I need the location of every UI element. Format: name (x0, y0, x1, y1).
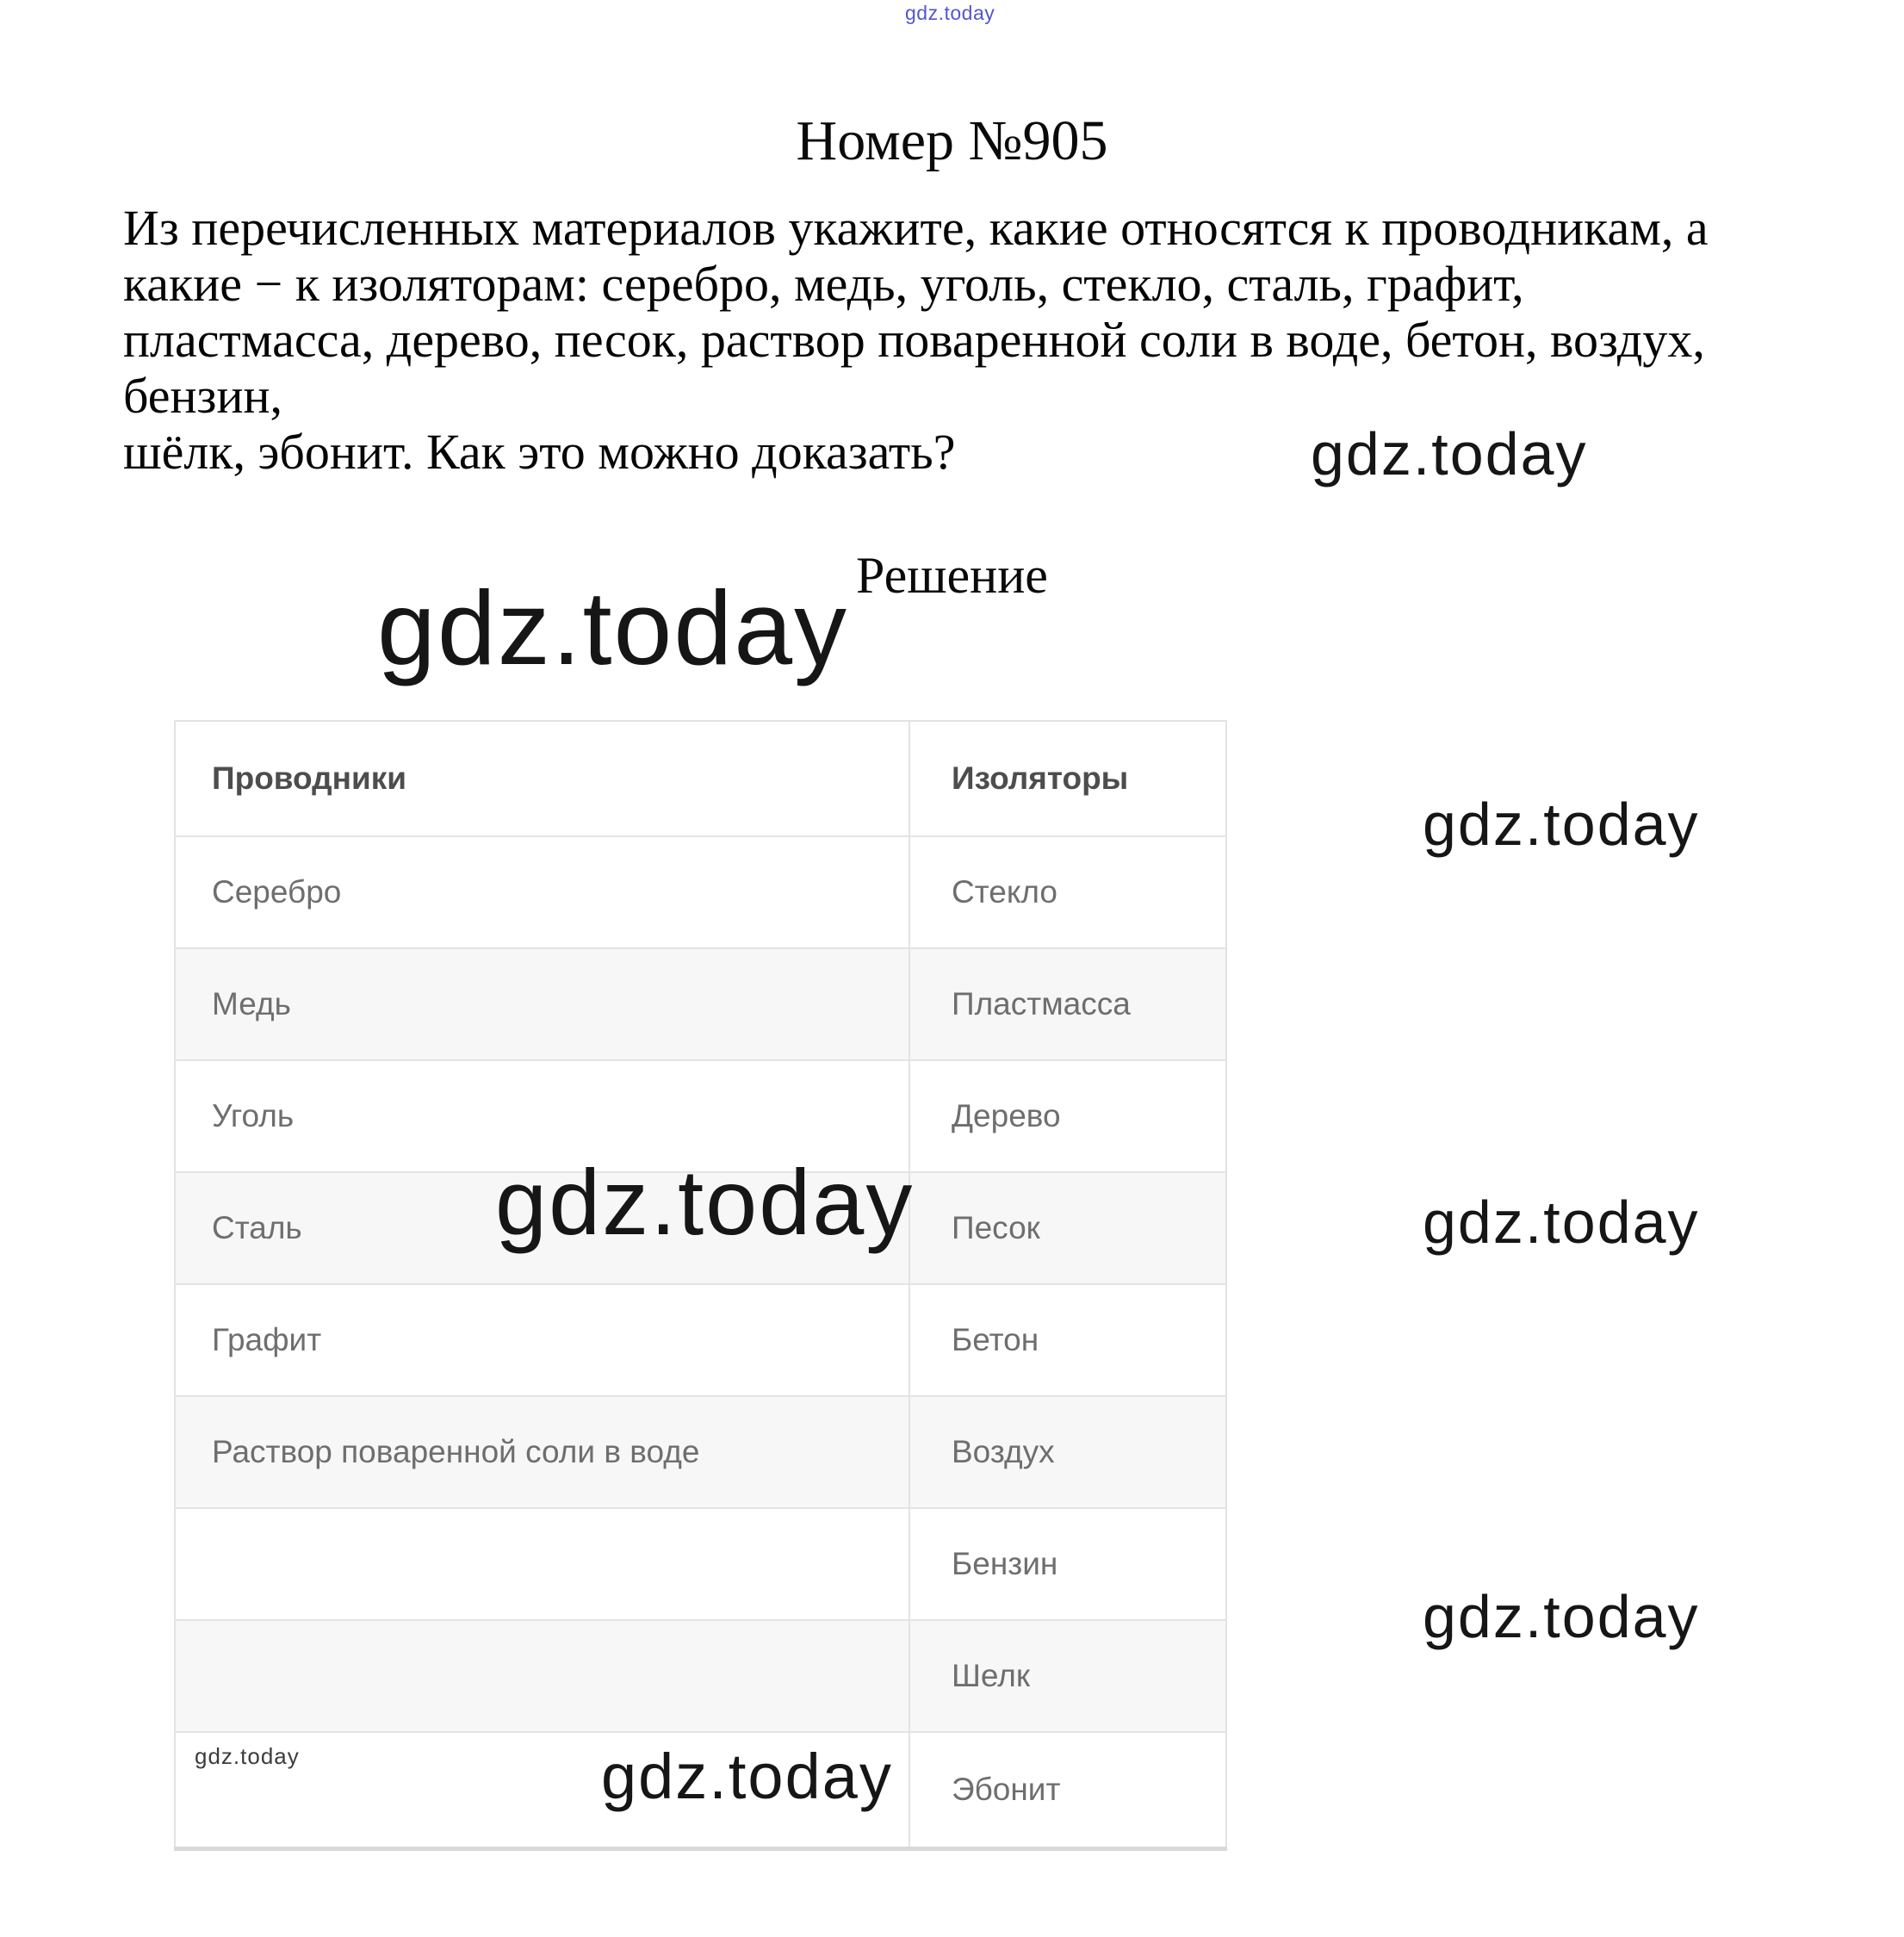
table-cell: Медь (175, 948, 909, 1060)
table-cell: Эбонит (909, 1732, 1226, 1848)
table-cell: Пластмасса (909, 948, 1226, 1060)
table-row (175, 1284, 1226, 1396)
table-cell: Воздух (909, 1396, 1226, 1508)
gdz-watermark: gdz.today (495, 1150, 915, 1254)
table-cell: Бензин (909, 1508, 1226, 1620)
problem-text-line: шёлк, эбонит. Как это можно доказать? (123, 424, 956, 480)
problem-text-line: Из перечисленных материалов укажите, какие относятся к проводникам, а (123, 200, 1709, 256)
table-row (175, 1396, 1226, 1508)
table-cell: Дерево (909, 1060, 1226, 1172)
gdz-watermark: gdz.today (601, 1741, 893, 1812)
col-header-insulators: Изоляторы (909, 721, 1226, 836)
table-cell: Уголь (175, 1060, 909, 1172)
table-cell (175, 1508, 909, 1620)
solution-heading: Решение (856, 547, 1048, 604)
table-cell: Сталь (175, 1172, 909, 1284)
gdz-watermark: gdz.today (1423, 791, 1700, 858)
table-cell: Стекло (909, 836, 1226, 948)
gdz-watermark: gdz.today (1423, 1189, 1700, 1256)
gdz-watermark: gdz.today (1423, 1583, 1700, 1650)
table-row (175, 948, 1226, 1060)
gdz-watermark-small: gdz.today (195, 1743, 300, 1769)
problem-text-line: какие − к изоляторам: серебро, медь, уголь, стекло, сталь, графит, (123, 256, 1524, 312)
table-header-row (175, 721, 1226, 836)
problem-text-line: бензин, (123, 368, 283, 424)
page-title: Номер №905 (796, 109, 1108, 172)
table-cell: Песок (909, 1172, 1226, 1284)
table-cell: Раствор поваренной соли в воде (175, 1396, 909, 1508)
table-cell: Шелк (909, 1620, 1226, 1732)
table-row (175, 836, 1226, 948)
table-cell: Серебро (175, 836, 909, 948)
col-header-conductors: Проводники (175, 721, 909, 836)
table-cell: Бетон (909, 1284, 1226, 1396)
table-cell (175, 1620, 909, 1732)
table-row (175, 1620, 1226, 1732)
problem-text-line: пластмасса, дерево, песок, раствор поваренной соли в воде, бетон, воздух, (123, 312, 1705, 368)
gdz-watermark: gdz.today (1311, 420, 1588, 487)
gdz-watermark-large: gdz.today (377, 569, 849, 686)
table-row (175, 1508, 1226, 1620)
table-cell: Графит (175, 1284, 909, 1396)
gdz-watermark-top: gdz.today (905, 2, 995, 24)
conductors-insulators-table (174, 720, 1227, 1851)
